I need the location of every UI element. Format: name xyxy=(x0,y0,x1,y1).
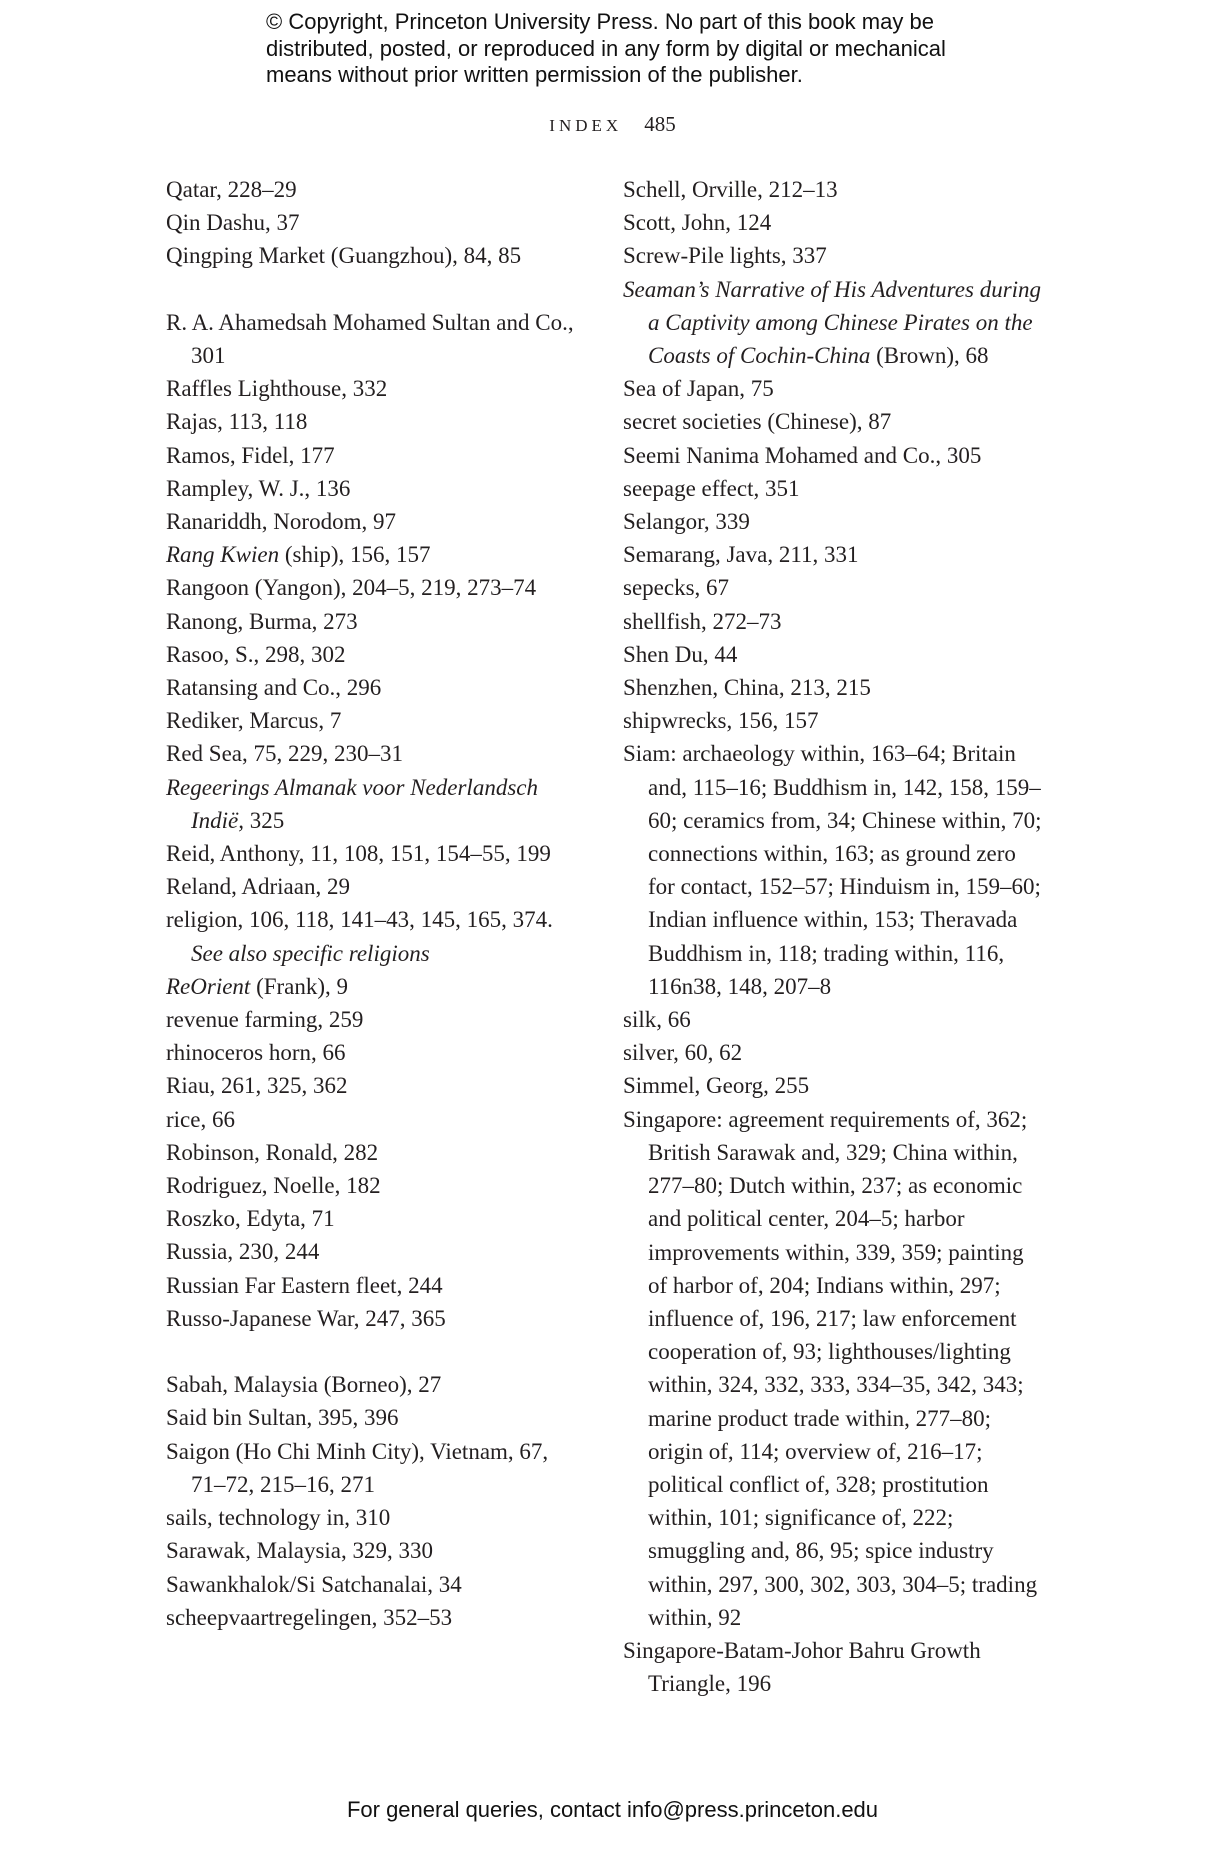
index-entry-text: Schell, Orville, 212–13 xyxy=(623,177,838,202)
index-entry xyxy=(623,538,1043,571)
index-entry xyxy=(166,1136,586,1169)
running-head xyxy=(0,112,1225,137)
index-entry xyxy=(166,1235,586,1268)
index-entry xyxy=(166,1003,586,1036)
index-entry-text: Saigon (Ho Chi Minh City), Vietnam, 67, 71–72, 215–16, 271 xyxy=(166,1438,549,1497)
index-entry-text: sepecks, 67 xyxy=(623,575,730,601)
running-head-label: INDEX xyxy=(549,116,623,135)
index-entry-text: scheepvaartregelingen, 352–53 xyxy=(166,1604,453,1630)
index-entry xyxy=(623,405,1043,438)
page-number: 485 xyxy=(644,112,676,136)
index-entry xyxy=(166,1103,586,1136)
index-entry-text: seepage effect, 351 xyxy=(623,475,800,501)
index-entry xyxy=(623,704,1043,737)
index-entry-text: Russian Far Eastern fleet, 244 xyxy=(166,1272,443,1298)
index-entry-text: Rangoon (Yangon), 204–5, 219, 273–74 xyxy=(166,575,537,601)
index-entry-text: Red Sea, 75, 229, 230–31 xyxy=(166,741,404,767)
index-entry xyxy=(166,372,586,405)
index-entry-text: Ranariddh, Norodom, 97 xyxy=(166,509,396,535)
letter-group-gap xyxy=(166,1335,586,1368)
index-entry-text: (ship), 156, 157 xyxy=(279,542,431,568)
index-entry xyxy=(166,1302,586,1335)
index-entry-text: Rediker, Marcus, 7 xyxy=(166,708,342,734)
index-entry xyxy=(166,206,586,239)
index-entry-text: Qingping Market (Guangzhou), 84, 85 xyxy=(166,243,522,269)
index-entry xyxy=(623,439,1043,472)
index-entry-text: secret societies (Chinese), 87 xyxy=(623,409,892,435)
index-entry-text: (Frank), 9 xyxy=(250,973,349,999)
index-entry xyxy=(166,1401,586,1434)
index-entry-text: rice, 66 xyxy=(166,1106,235,1132)
index-entry-text: shellfish, 272–73 xyxy=(623,608,782,634)
index-entry-text: Singapore: agreement requirements of, 362; British Sarawak and, 329; China within, 277–80; Dutch within, 237; as economic and political center, 204–5; harbor improvements within, 339, 359; painting of harbor of, 204; Indians within, 297; influence of, 196, 217; law enforcement cooperation of, 93; lighthouses/lighting within, 324, 332, 333, 334–35, 342, 343; marine product trade within, 277–80; origin of, 114; overview of, 216–17; political conflict of, 328; prostitution within, 101; significance of, 222; smuggling and, 86, 95; spice industry within, 297, 300, 302, 303, 304–5; trading within, 92 xyxy=(623,1106,1038,1630)
index-entry-text: Singapore-Batam-Johor Bahru Growth Triangle, 196 xyxy=(623,1637,981,1697)
index-entry xyxy=(623,1634,1043,1700)
index-entry xyxy=(166,970,586,1003)
index-entry-text: Russia, 230, 244 xyxy=(166,1239,320,1265)
index-entry-text: Semarang, Java, 211, 331 xyxy=(623,542,859,568)
index-entry xyxy=(623,671,1043,704)
index-entry-text: Sea of Japan, 75 xyxy=(623,376,774,402)
index-entry-text: religion, 106, 118, 141–43, 145, 165, 374. xyxy=(166,907,553,933)
index-entry xyxy=(166,1036,586,1069)
index-entry xyxy=(166,605,586,638)
index-entry-text: Riau, 261, 325, 362 xyxy=(166,1073,348,1099)
copyright-notice xyxy=(266,9,1026,89)
copyright-line-2: distributed, posted, or reproduced in any form by digital or mechanical xyxy=(266,35,946,61)
index-entry xyxy=(166,1069,586,1102)
index-entry xyxy=(623,737,1043,1003)
index-entry xyxy=(166,538,586,571)
index-entry xyxy=(166,405,586,438)
index-entry-text: Selangor, 339 xyxy=(623,509,750,535)
index-entry xyxy=(166,173,586,206)
index-entry xyxy=(623,372,1043,405)
index-entry-text: Rodriguez, Noelle, 182 xyxy=(166,1173,381,1199)
index-entry xyxy=(166,737,586,770)
index-entry-text: Sawankhalok/Si Satchanalai, 34 xyxy=(166,1571,462,1597)
index-entry xyxy=(166,1269,586,1302)
index-entry-text: Screw-Pile lights, 337 xyxy=(623,243,827,269)
index-entry xyxy=(166,1601,586,1634)
index-entry xyxy=(166,870,586,903)
index-entry-title: ReOrient xyxy=(166,973,251,999)
letter-group-gap xyxy=(166,273,586,306)
index-entry xyxy=(623,206,1043,239)
index-entry-text: (Brown), 68 xyxy=(870,343,989,369)
footer-contact: For general queries, contact info@press.princeton.edu xyxy=(346,1797,879,1822)
index-entry-text: Roszko, Edyta, 71 xyxy=(166,1206,335,1232)
index-entry xyxy=(166,704,586,737)
index-entry xyxy=(623,638,1043,671)
index-entry-text: Said bin Sultan, 395, 396 xyxy=(166,1405,399,1431)
index-entry-text: Ramos, Fidel, 177 xyxy=(166,442,335,468)
index-entry xyxy=(623,571,1043,604)
index-entry xyxy=(166,1501,586,1534)
index-entry-text: Reland, Adriaan, 29 xyxy=(166,874,350,900)
index-entry-title: Seaman’s Narrative of His Adventures during a Captivity among Chinese Pirates on the Coasts of Cochin-China xyxy=(623,276,1042,369)
index-entry xyxy=(623,505,1043,538)
index-entry-text: Simmel, Georg, 255 xyxy=(623,1073,810,1099)
index-entry xyxy=(623,1069,1043,1102)
index-entry xyxy=(166,571,586,604)
index-entry-text: silver, 60, 62 xyxy=(623,1040,743,1066)
index-entry-text: Sabah, Malaysia (Borneo), 27 xyxy=(166,1372,442,1398)
index-entry xyxy=(623,273,1043,373)
index-entry-text: Rasoo, S., 298, 302 xyxy=(166,641,346,667)
index-entry xyxy=(166,1368,586,1401)
index-entry-text: R. A. Ahamedsah Mohamed Sultan and Co., 301 xyxy=(166,309,574,368)
copyright-line-1: © Copyright, Princeton University Press. No part of this book may be xyxy=(266,9,934,34)
index-entry-text: Raffles Lighthouse, 332 xyxy=(166,376,388,402)
index-entry-title: Regeerings Almanak voor Nederlandsch Indië, xyxy=(166,774,538,833)
index-entry-text: shipwrecks, 156, 157 xyxy=(623,708,819,734)
index-entry xyxy=(166,1568,586,1601)
index-entry-title: Rang Kwien xyxy=(166,542,280,568)
index-entry-text: Shenzhen, China, 213, 215 xyxy=(623,675,871,701)
index-entry-text: Scott, John, 124 xyxy=(623,210,772,236)
index-entry xyxy=(623,605,1043,638)
copyright-line-3: means without prior written permission of the publisher. xyxy=(266,62,803,87)
index-entry-text: Robinson, Ronald, 282 xyxy=(166,1139,379,1165)
index-entry xyxy=(623,173,1043,206)
index-entry xyxy=(166,505,586,538)
index-entry-cross-reference: See also specific religions xyxy=(191,940,430,966)
index-entry-text: sails, technology in, 310 xyxy=(166,1505,391,1531)
index-entry-text: Seemi Nanima Mohamed and Co., 305 xyxy=(623,442,982,468)
index-entry-text: Qin Dashu, 37 xyxy=(166,210,300,236)
index-entry-text: Ranong, Burma, 273 xyxy=(166,608,358,634)
index-entry xyxy=(166,439,586,472)
index-entry-text: Sarawak, Malaysia, 329, 330 xyxy=(166,1538,433,1564)
index-entry-text: Rampley, W. J., 136 xyxy=(166,475,351,501)
index-column-right xyxy=(623,173,1043,1700)
index-column-left xyxy=(166,173,586,1634)
index-entry-text: Qatar, 228–29 xyxy=(166,177,297,202)
index-entry xyxy=(623,1036,1043,1069)
index-entry xyxy=(166,239,586,272)
index-entry-text: Rajas, 113, 118 xyxy=(166,409,308,435)
index-entry xyxy=(623,239,1043,272)
index-entry xyxy=(166,638,586,671)
index-entry xyxy=(166,671,586,704)
index-entry xyxy=(623,1103,1043,1634)
index-entry xyxy=(166,903,586,969)
index-entry-text: Shen Du, 44 xyxy=(623,641,738,667)
index-entry xyxy=(166,771,586,837)
index-entry xyxy=(166,837,586,870)
index-entry xyxy=(166,1202,586,1235)
index-entry-text: revenue farming, 259 xyxy=(166,1007,364,1033)
index-entry-text: rhinoceros horn, 66 xyxy=(166,1040,346,1066)
index-entry-text: Russo-Japanese War, 247, 365 xyxy=(166,1305,446,1331)
index-entry xyxy=(623,472,1043,505)
index-entry-text: Siam: archaeology within, 163–64; Britain and, 115–16; Buddhism in, 142, 158, 159–60; ceramics from, 34; Chinese within, 70; connections within, 163; as ground zero for contact, 152–57; Hinduism in, 159–60; Indian influence within, 153; Theravada Buddhism in, 118; trading within, 116, 116n38, 148, 207–8 xyxy=(623,741,1042,999)
index-entry xyxy=(166,1534,586,1567)
index-entry xyxy=(166,1169,586,1202)
index-entry-text: Reid, Anthony, 11, 108, 151, 154–55, 199 xyxy=(166,841,551,867)
index-entry xyxy=(166,472,586,505)
index-entry xyxy=(166,1435,586,1501)
index-entry xyxy=(166,306,586,372)
index-entry-text: silk, 66 xyxy=(623,1007,691,1033)
index-entry-text: Ratansing and Co., 296 xyxy=(166,675,382,701)
index-entry xyxy=(623,1003,1043,1036)
index-entry-text: 325 xyxy=(244,807,285,833)
